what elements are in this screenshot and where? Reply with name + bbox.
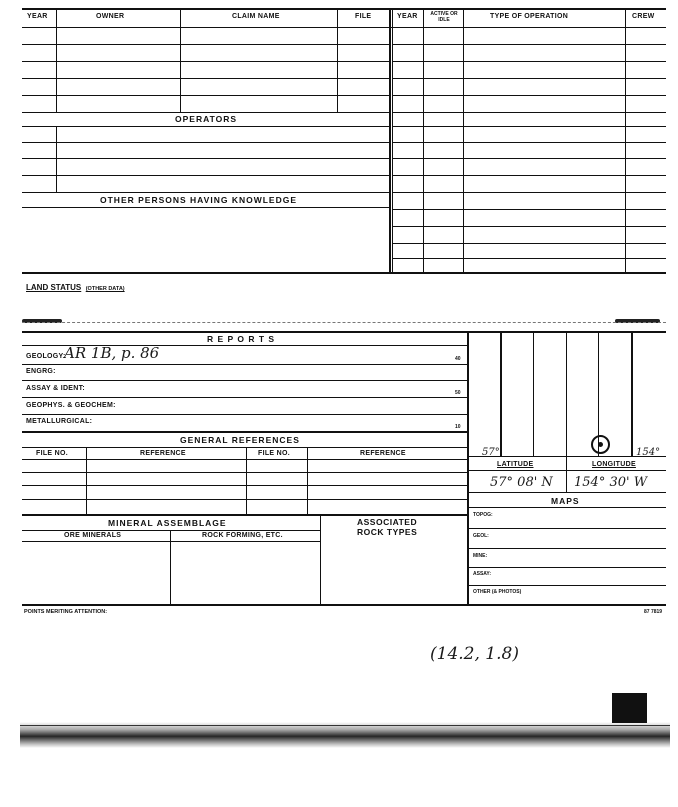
land-status-sublabel: (OTHER DATA) — [85, 286, 125, 292]
ore-minerals-label: ORE MINERALS — [64, 532, 122, 539]
points-meriting-attention-label: POINTS MERITING ATTENTION: — [24, 609, 108, 615]
header-year: YEAR — [27, 13, 48, 20]
reports-title: R E P O R T S — [207, 334, 276, 344]
header-claim-name: CLAIM NAME — [232, 13, 280, 20]
form-number: 87 7819 — [644, 609, 663, 615]
maps-geol-label: GEOL: — [473, 533, 489, 539]
other-persons-label: OTHER PERSONS HAVING KNOWLEDGE — [100, 195, 298, 205]
gref-header-file-no-2: FILE NO. — [258, 450, 290, 457]
general-references-title: GENERAL REFERENCES — [180, 435, 300, 445]
header-year-right: YEAR — [397, 13, 418, 20]
header-owner: OWNER — [96, 13, 125, 20]
mineral-assemblage-title: MINERAL ASSEMBLAGE — [108, 518, 227, 528]
report-assay-label: ASSAY & IDENT: — [26, 385, 86, 392]
associated-label-2: ROCK TYPES — [357, 527, 418, 537]
operators-label: OPERATORS — [175, 114, 238, 124]
associated-label-1: ASSOCIATED — [357, 517, 418, 527]
latitude-value: 57° 08' N — [490, 475, 553, 490]
handwritten-code: (14.2, 1.8) — [430, 644, 519, 664]
report-number-40: 40 — [455, 356, 461, 362]
rock-forming-label: ROCK FORMING, ETC. — [202, 532, 283, 539]
report-engrg-label: ENGRG: — [26, 368, 56, 375]
report-geology-label: GEOLOGY: — [26, 353, 66, 360]
header-type-of-operation: TYPE OF OPERATION — [490, 13, 569, 20]
scan-black-square — [612, 693, 647, 723]
latitude-degree-mark: 57° — [482, 447, 500, 458]
gref-header-file-no-1: FILE NO. — [36, 450, 68, 457]
header-file: FILE — [355, 13, 372, 20]
land-status-label: LAND STATUS — [26, 283, 82, 292]
report-geophys-label: GEOPHYS. & GEOCHEM: — [26, 402, 116, 409]
report-geology-value: AR 1B, p. 86 — [64, 344, 160, 362]
latitude-label: LATITUDE — [497, 461, 534, 468]
maps-assay-label: ASSAY: — [473, 571, 492, 577]
land-status — [26, 277, 125, 295]
maps-other-label: OTHER (& PHOTOS) — [473, 589, 522, 595]
report-metallurgical-label: METALLURGICAL: — [26, 418, 93, 425]
location-marker-icon — [591, 435, 610, 454]
report-number-50: 50 — [455, 390, 461, 396]
longitude-value: 154° 30' W — [574, 475, 648, 490]
gref-header-reference-2: REFERENCE — [360, 450, 406, 457]
maps-title: MAPS — [551, 496, 580, 506]
maps-mine-label: MINE: — [473, 553, 488, 559]
maps-topog-label: TOPOG: — [473, 512, 493, 518]
gref-header-reference-1: REFERENCE — [140, 450, 186, 457]
header-crew: CREW — [632, 13, 655, 20]
longitude-degree-mark: 154° — [636, 447, 661, 458]
header-active-or-idle: ACTIVE OR IDLE — [430, 11, 458, 23]
report-number-10: 10 — [455, 424, 461, 430]
longitude-label: LONGITUDE — [592, 461, 636, 468]
